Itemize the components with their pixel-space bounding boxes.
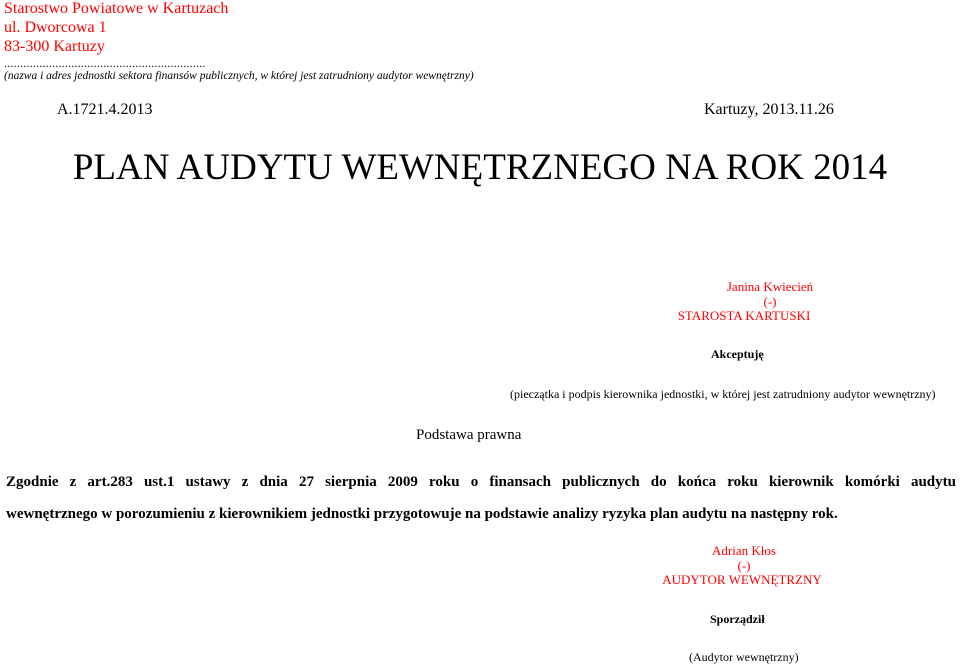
approver-role: STAROSTA KARTUSKI: [677, 308, 811, 323]
auditor-role: AUDYTOR WEWNĘTRZNY: [662, 572, 822, 587]
prepared-label: Sporządził: [710, 612, 765, 626]
org-name: Starostwo Powiatowe w Kartuzach: [4, 0, 229, 17]
reference-number: A.1721.4.2013: [57, 101, 153, 118]
legal-basis-line-1: Zgodnie z art.283 ust.1 ustawy z dnia 27 sierpnia 2009 roku o finansach publicznych do końca roku kierownik komórki audytu: [6, 474, 956, 490]
stamp-note: (pieczątka i podpis kierownika jednostki, w której jest zatrudniony audytor wewnętrzny): [510, 387, 936, 401]
legal-basis-text: [6, 466, 956, 530]
org-postal-city: 83-300 Kartuzy: [4, 38, 105, 55]
legal-basis-line-2: wewnętrznego w porozumieniu z kierownikiem jednostki przygotowuje na podstawie analizy ryzyka plan audytu na następny rok.: [6, 506, 838, 522]
org-note: (nazwa i adres jednostki sektora finansów publicznych, w której jest zatrudniony audytor wewnętrzny): [4, 70, 474, 82]
org-street: ul. Dworcowa 1: [4, 19, 107, 36]
approver-name: Janina Kwiecień: [726, 279, 814, 294]
auditor-note: (Audytor wewnętrzny): [689, 650, 799, 664]
auditor-signed: (-): [737, 558, 751, 573]
accept-label: Akceptuję: [711, 347, 764, 361]
dotted-line: ...............................................................: [4, 56, 206, 70]
page-title: PLAN AUDYTU WEWNĘTRZNEGO NA ROK 2014: [72, 147, 888, 188]
auditor-name: Adrian Kłos: [712, 543, 776, 558]
approver-signed: (-): [763, 294, 777, 309]
place-date: Kartuzy, 2013.11.26: [704, 101, 834, 118]
legal-basis-heading: Podstawa prawna: [416, 427, 522, 443]
